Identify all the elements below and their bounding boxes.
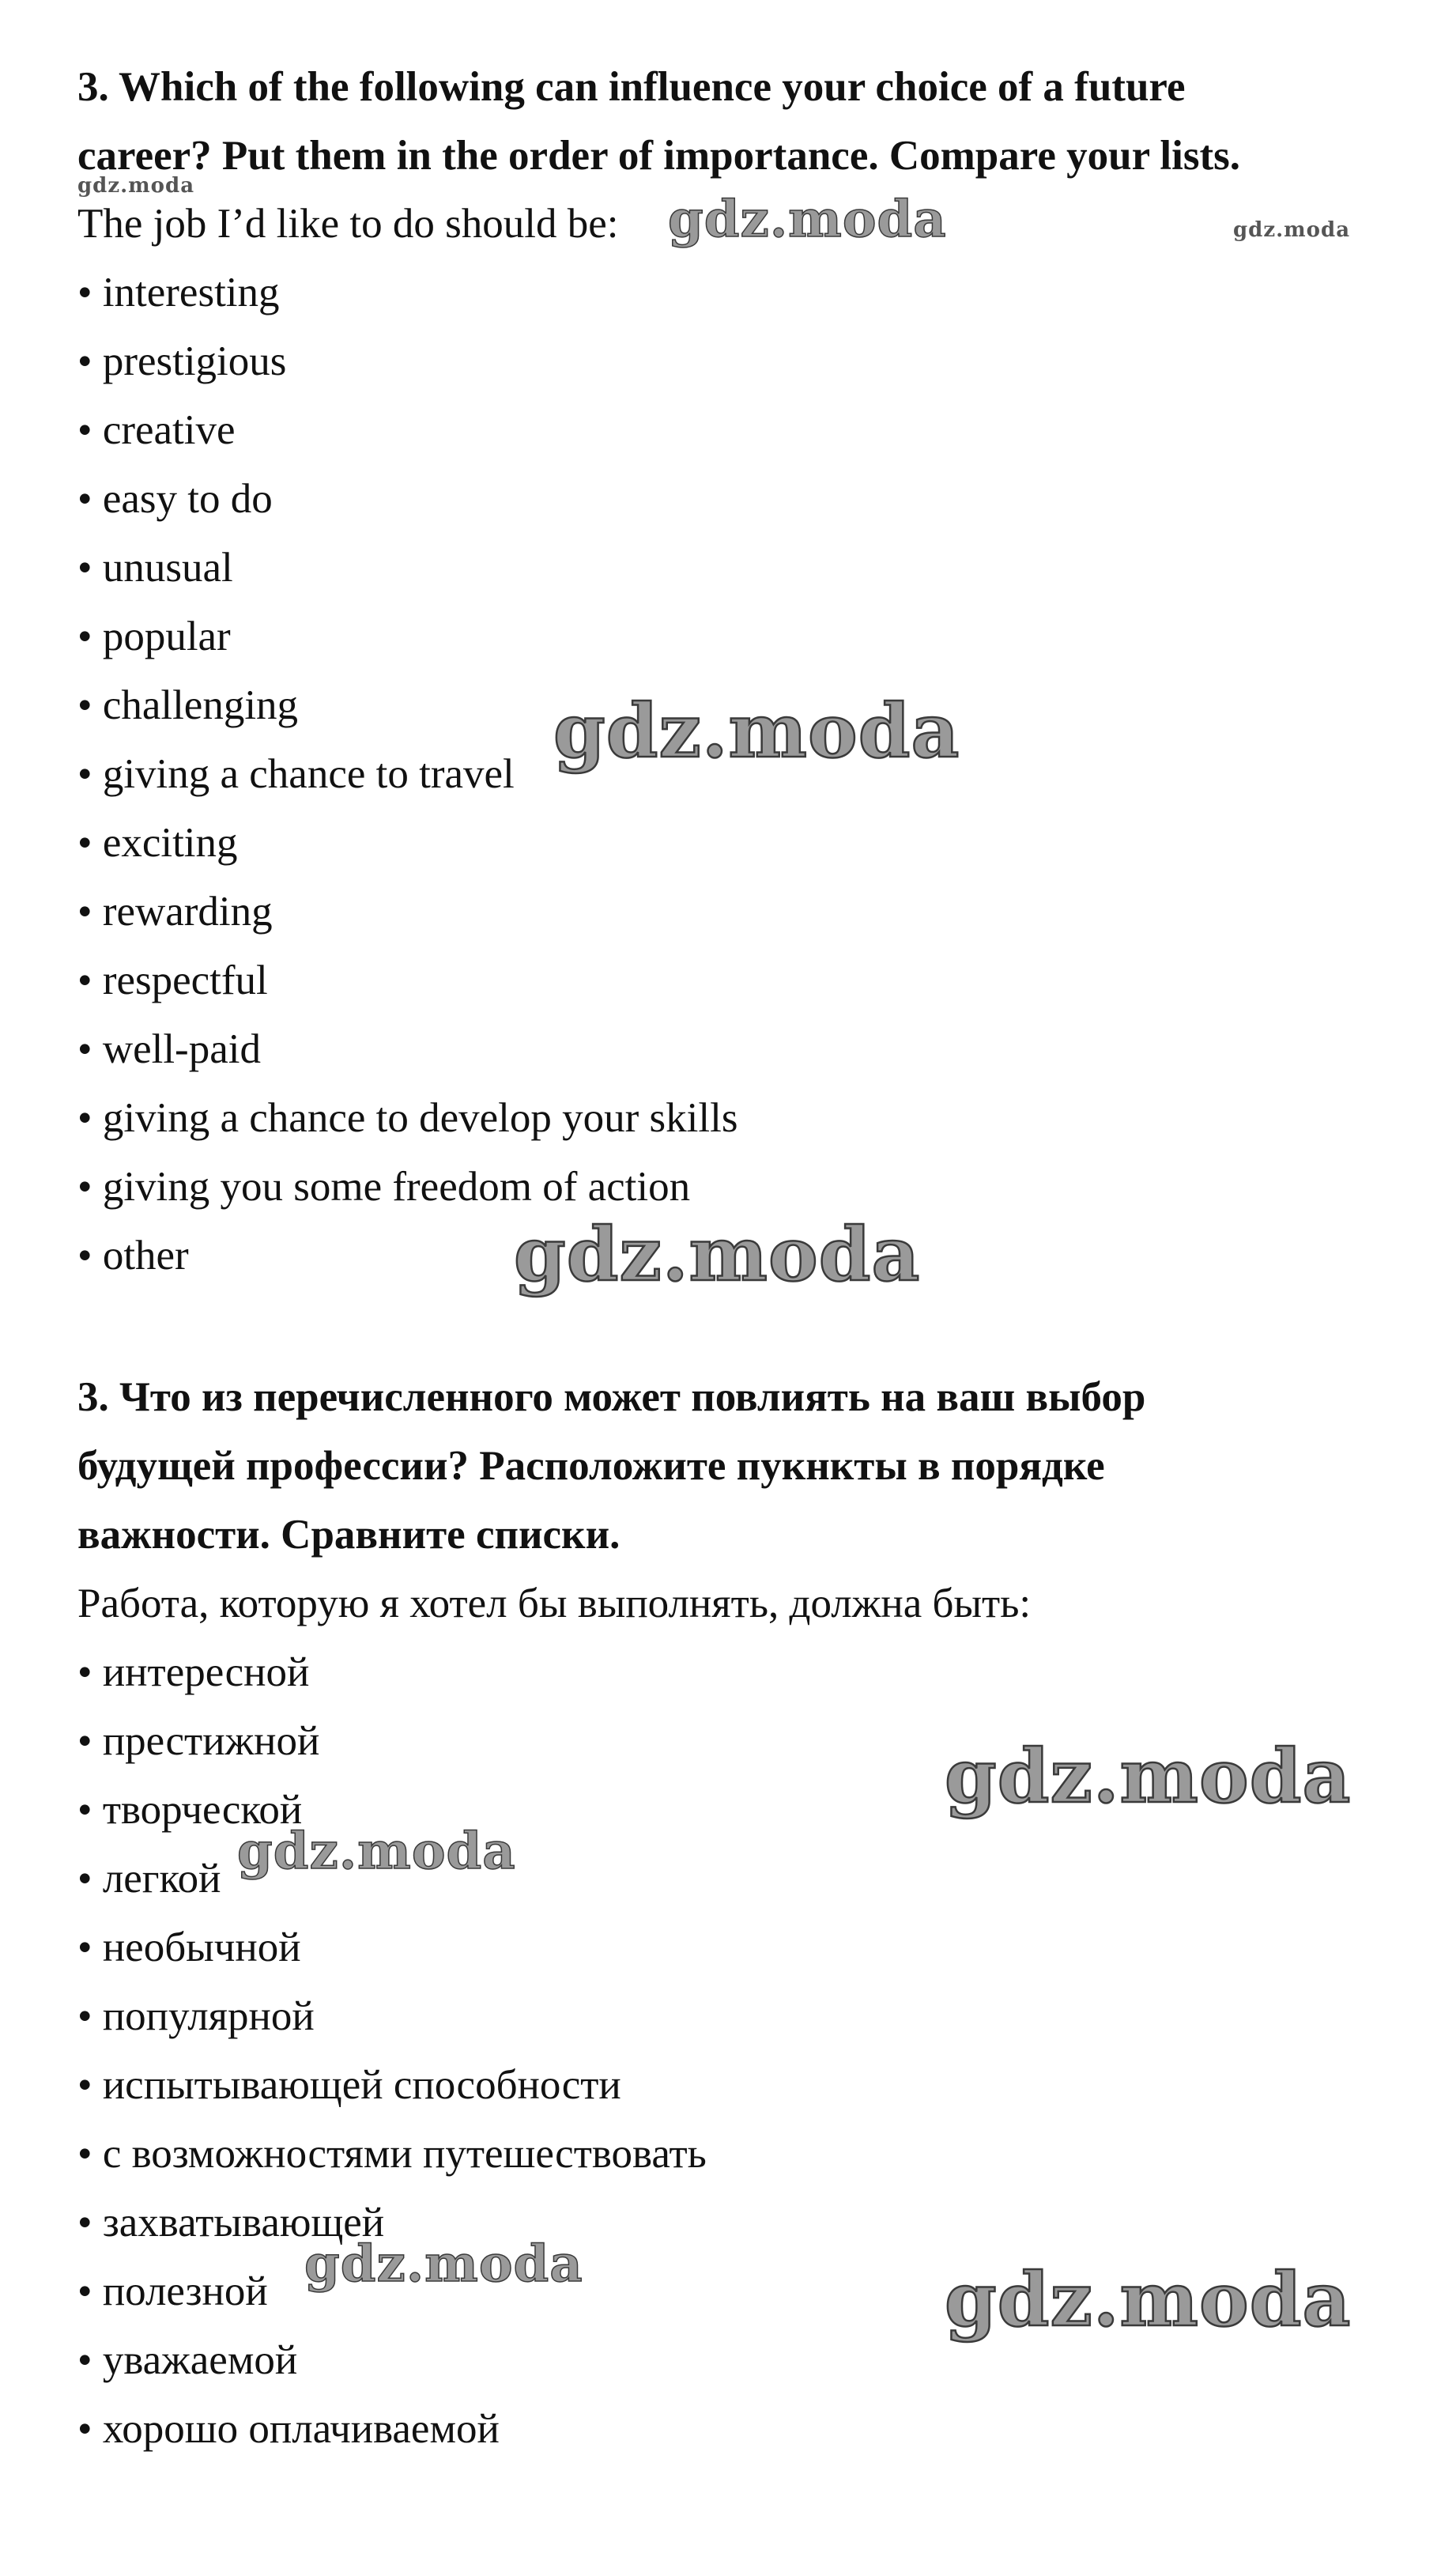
list-item: • хорошо оплачиваемой <box>77 2395 500 2464</box>
watermark: gdz.moda <box>77 174 195 198</box>
list-item: • giving you some freedom of action <box>77 1153 690 1222</box>
watermark: gdz.moda <box>1233 218 1351 242</box>
list-item: • well-paid <box>77 1015 261 1084</box>
list-item: • other <box>77 1222 189 1290</box>
english-intro: The job I’d like to do should be: <box>77 201 619 247</box>
list-item: • с возможностями путешествовать <box>77 2120 707 2189</box>
list-item: • easy to do <box>77 465 273 534</box>
list-item: • giving a chance to travel <box>77 740 515 809</box>
list-item: • interesting <box>77 259 280 327</box>
list-item: • полезной <box>77 2257 268 2326</box>
russian-heading-line-2: будущей профессии? Расположите пукнкты в порядке <box>77 1443 1105 1489</box>
watermark: gdz.moda <box>304 2234 583 2294</box>
list-item: • challenging <box>77 671 298 740</box>
watermark: gdz.moda <box>237 1822 516 1881</box>
watermark: gdz.moda <box>945 2257 1352 2344</box>
list-item: • испытывающей способности <box>77 2051 621 2120</box>
list-item: • необычной <box>77 1913 301 1982</box>
english-heading-line-2: career? Put them in the order of importance. Compare your lists. <box>77 133 1240 179</box>
list-item: • rewarding <box>77 878 273 946</box>
list-item: • giving a chance to develop your skills <box>77 1084 737 1153</box>
english-heading-line-1: 3. Which of the following can influence your choice of a future <box>77 64 1186 110</box>
list-item: • creative <box>77 396 236 465</box>
watermark: gdz.moda <box>668 190 947 249</box>
watermark: gdz.moda <box>945 1733 1352 1820</box>
list-item: • творческой <box>77 1776 302 1845</box>
list-item: • популярной <box>77 1982 315 2051</box>
russian-heading-line-1: 3. Что из перечисленного может повлиять на ваш выбор <box>77 1374 1146 1420</box>
russian-intro: Работа, которую я хотел бы выполнять, должна быть: <box>77 1581 1032 1626</box>
list-item: • respectful <box>77 946 268 1015</box>
watermark: gdz.moda <box>553 688 960 775</box>
list-item: • exciting <box>77 809 238 878</box>
list-item: • уважаемой <box>77 2326 297 2395</box>
watermark: gdz.moda <box>514 1211 921 1298</box>
list-item: • prestigious <box>77 327 286 396</box>
list-item: • престижной <box>77 1707 319 1776</box>
list-item: • интересной <box>77 1638 309 1707</box>
list-item: • popular <box>77 602 231 671</box>
list-item: • легкой <box>77 1845 221 1913</box>
russian-heading-line-3: важности. Сравните списки. <box>77 1512 621 1558</box>
list-item: • захватывающей <box>77 2189 384 2257</box>
list-item: • unusual <box>77 534 233 602</box>
